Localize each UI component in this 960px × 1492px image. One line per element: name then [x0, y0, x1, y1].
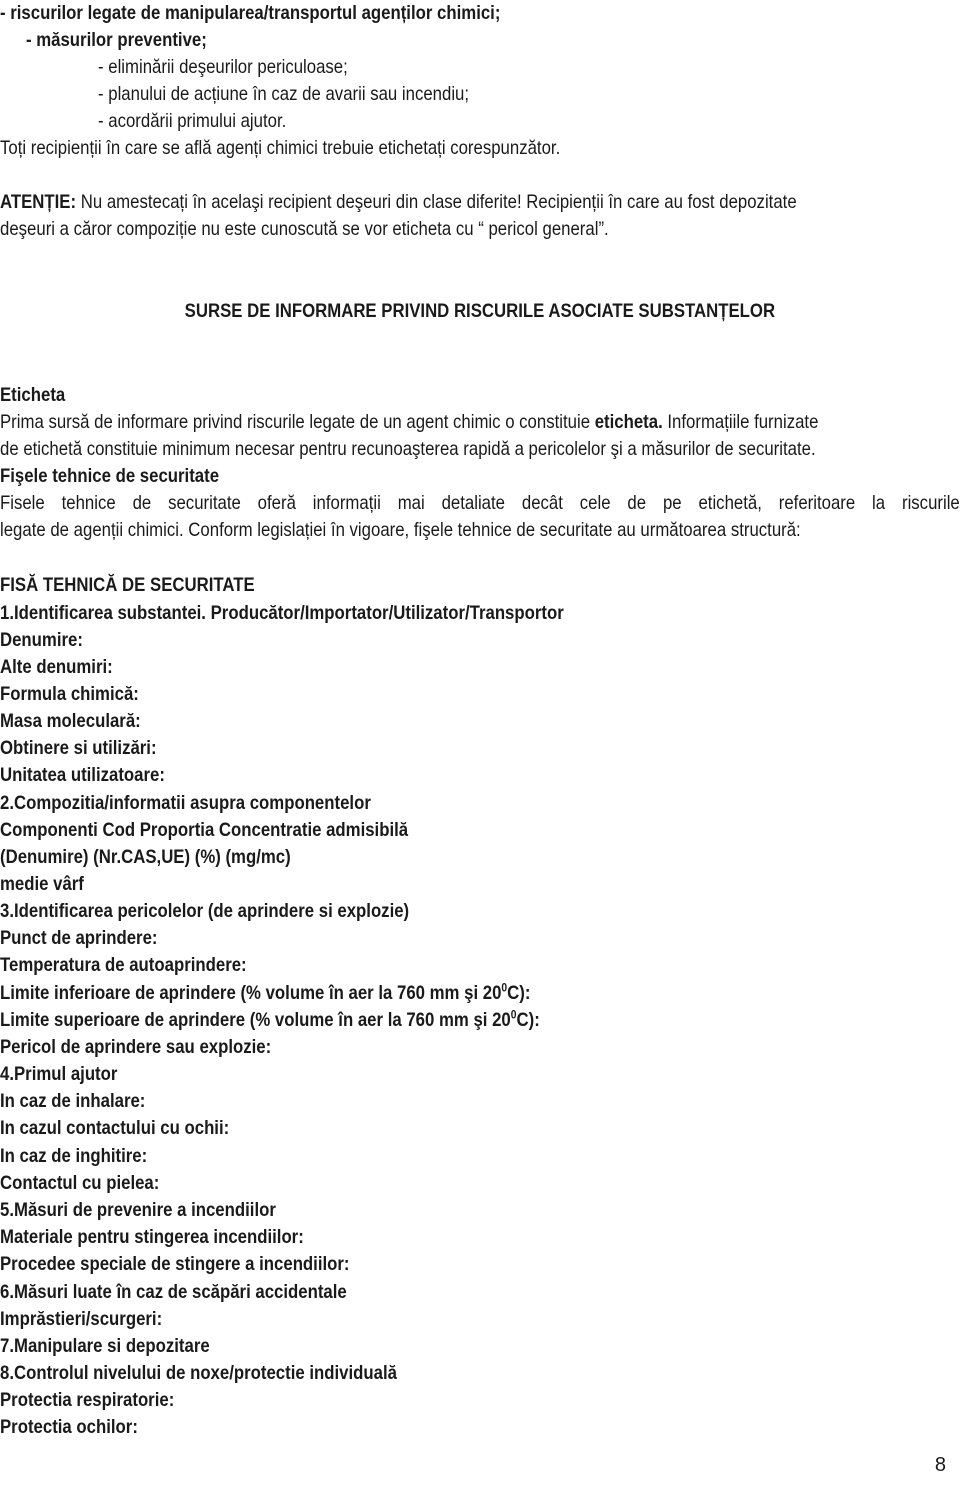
fisa-section-6: 6.Măsuri luate în caz de scăpări accidentale: [0, 1281, 347, 1303]
list-item: - planului de acțiune în caz de avarii sau incendiu;: [98, 83, 470, 105]
paragraph: Fisele tehnice de securitate oferă informații mai detaliate decât cele de pe etichetă, referitoare la riscurile: [0, 492, 960, 514]
field-label: Imprăstieri/scurgeri:: [0, 1308, 163, 1330]
section-title: SURSE DE INFORMARE PRIVIND RISCURILE ASOCIATE SUBSTANȚELOR: [184, 300, 776, 322]
field-label: In caz de inghitire:: [0, 1145, 148, 1167]
field-label: In caz de inhalare:: [0, 1090, 146, 1112]
text-run: Limite inferioare de aprindere (% volume în aer la 760 mm şi 20: [0, 982, 502, 1004]
warning-paragraph: [0, 189, 826, 216]
field-label: [0, 980, 826, 1007]
list-item: - eliminării deşeurilor periculoase;: [98, 56, 348, 78]
field-label: Materiale pentru stingerea incendiilor:: [0, 1226, 304, 1248]
subheading-fise: Fişele tehnice de securitate: [0, 465, 220, 487]
bold-term: eticheta.: [594, 411, 663, 433]
field-label: In cazul contactului cu ochii:: [0, 1117, 230, 1139]
fisa-section-2: 2.Compozitia/informatii asupra componentelor: [0, 792, 371, 814]
fisa-section-3: 3.Identificarea pericolelor (de aprindere si explozie): [0, 900, 410, 922]
warning-label: ATENȚIE:: [0, 191, 77, 213]
text-run: Informațiile furnizate: [662, 411, 819, 433]
field-label: Componenti Cod Proportia Concentratie admisibilă: [0, 819, 409, 841]
warning-paragraph-line: deşeuri a căror compoziție nu este cunoscută se vor eticheta cu “ pericol general”.: [0, 218, 609, 240]
list-item: - acordării primului ajutor.: [98, 110, 287, 132]
fisa-section-4: 4.Primul ajutor: [0, 1063, 118, 1085]
field-label: Alte denumiri:: [0, 656, 113, 678]
field-label: medie vârf: [0, 873, 84, 895]
field-label: [0, 1007, 826, 1034]
text-run: Limite superioare de aprindere (% volume în aer la 760 mm şi 20: [0, 1009, 511, 1031]
field-label: Contactul cu pielea:: [0, 1172, 160, 1194]
superscript: 0: [501, 980, 508, 995]
paragraph-line: de etichetă constituie minimum necesar pentru recunoaşterea rapidă a pericolelor şi a măsurilor de securitate.: [0, 438, 816, 460]
fisa-title: FISĂ TEHNICĂ DE SECURITATE: [0, 574, 255, 596]
text-run: Prima sursă de informare privind riscurile legate de un agent chimic o constituie: [0, 411, 595, 433]
list-item: - riscurilor legate de manipularea/transportul agenților chimici;: [0, 2, 501, 24]
fisa-section-7: 7.Manipulare si depozitare: [0, 1335, 210, 1357]
superscript: 0: [510, 1007, 517, 1022]
text-run: C):: [507, 982, 531, 1004]
subheading-eticheta: Eticheta: [0, 384, 66, 406]
field-label: Obtinere si utilizări:: [0, 737, 157, 759]
field-label: Procedee speciale de stingere a incendiilor:: [0, 1253, 350, 1275]
field-label: (Denumire) (Nr.CAS,UE) (%) (mg/mc): [0, 846, 291, 868]
field-label: Denumire:: [0, 629, 83, 651]
field-label: Masa moleculară:: [0, 710, 141, 732]
field-label: Pericol de aprindere sau explozie:: [0, 1036, 272, 1058]
field-label: Formula chimică:: [0, 683, 139, 705]
field-label: Temperatura de autoaprindere:: [0, 954, 247, 976]
fisa-section-1: 1.Identificarea substantei. Producător/Importator/Utilizator/Transportor: [0, 602, 564, 624]
text-run: C):: [516, 1009, 540, 1031]
paragraph: Toți recipienții în care se află agenți chimici trebuie etichetați corespunzător.: [0, 137, 561, 159]
field-label: Unitatea utilizatoare:: [0, 764, 165, 786]
list-item: - măsurilor preventive;: [26, 29, 207, 51]
warning-text: Nu amestecați în acelaşi recipient deşeuri din clase diferite! Recipienții în care au fost depozitate: [76, 191, 797, 213]
fisa-section-5: 5.Măsuri de prevenire a incendiilor: [0, 1199, 276, 1221]
field-label: Protectia ochilor:: [0, 1416, 138, 1438]
page-number: 8: [934, 1454, 946, 1476]
fisa-section-8: 8.Controlul nivelului de noxe/protectie individuală: [0, 1362, 397, 1384]
paragraph: [0, 409, 826, 436]
field-label: Protectia respiratorie:: [0, 1389, 175, 1411]
field-label: Punct de aprindere:: [0, 927, 158, 949]
paragraph-line: legate de agenții chimici. Conform legislației în vigoare, fişele tehnice de securitate au următoarea structură:: [0, 519, 801, 541]
